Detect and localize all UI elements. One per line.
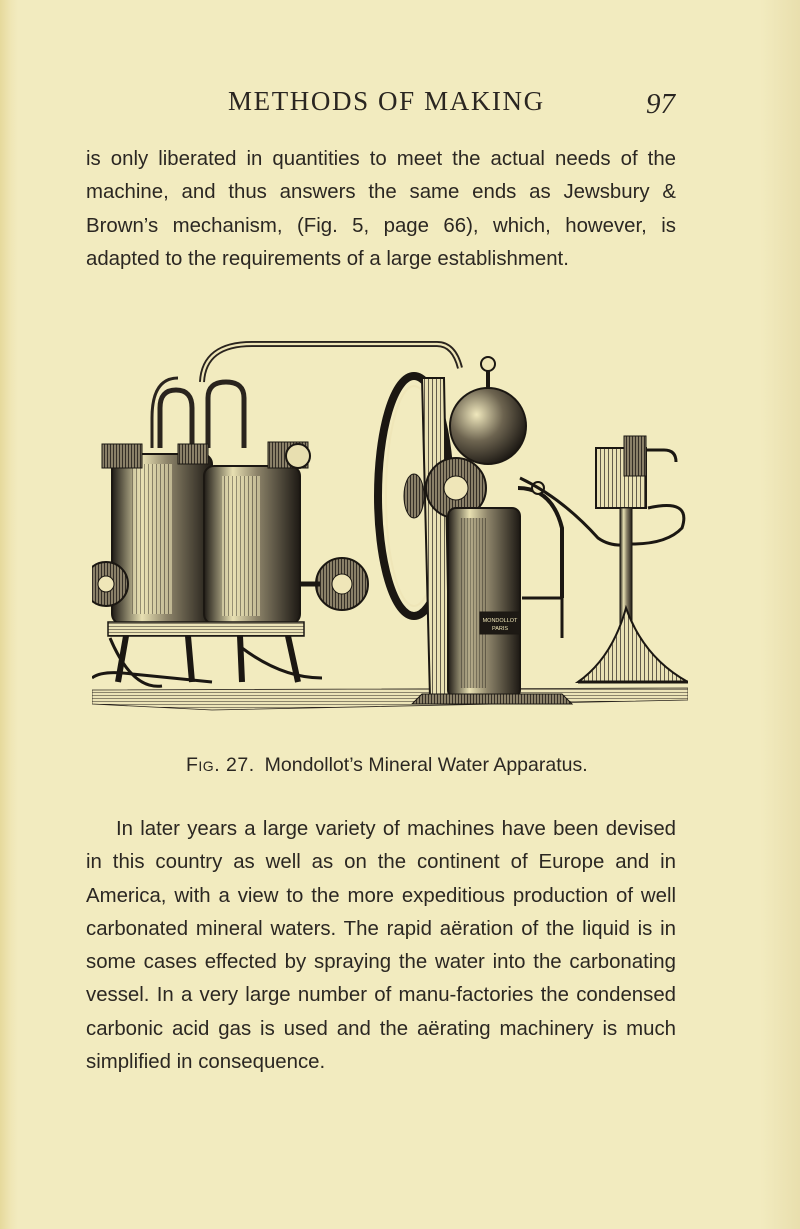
figure-caption-text: Mondollot’s Mineral Water Apparatus. — [264, 754, 588, 776]
paragraph-main: In later years a large variety of machines have been devised in this country as well as on the continent of Europe and in America, with a view to the more expeditious production of well carbonated mineral waters. The rapid aëration of the liquid is in some cases effected by spraying the water into the carbonating vessel. In a very large number of manu-factories the condensed carbonic acid gas is used and the aërating machinery is much simplified in consequence. — [86, 818, 676, 1074]
paragraph-continued: is only liberated in quantities to meet the actual needs of the machine, and thus answers the same ends as Jewsbury & Brown’s mechanism, (Fig. 5, page 66), which, however, is adapted to the requirements of a large establishment. — [86, 148, 676, 270]
figure-label: Fig. 27. — [186, 754, 255, 776]
running-title: METHODS OF MAKING — [228, 86, 545, 116]
figure-caption — [186, 754, 666, 777]
running-head — [228, 86, 708, 126]
page-right-shade — [760, 0, 800, 1229]
center-pump — [378, 357, 572, 704]
mineral-water-apparatus-illustration — [92, 338, 688, 722]
engraved-label-maker: MONDOLLOT — [482, 618, 518, 624]
page-left-edge — [0, 0, 18, 1229]
page-number: 97 — [646, 88, 675, 120]
right-bottler — [578, 436, 688, 682]
engraved-label-city: PARIS — [491, 626, 509, 632]
figure-engraving — [92, 338, 688, 722]
left-vessels — [92, 378, 368, 686]
